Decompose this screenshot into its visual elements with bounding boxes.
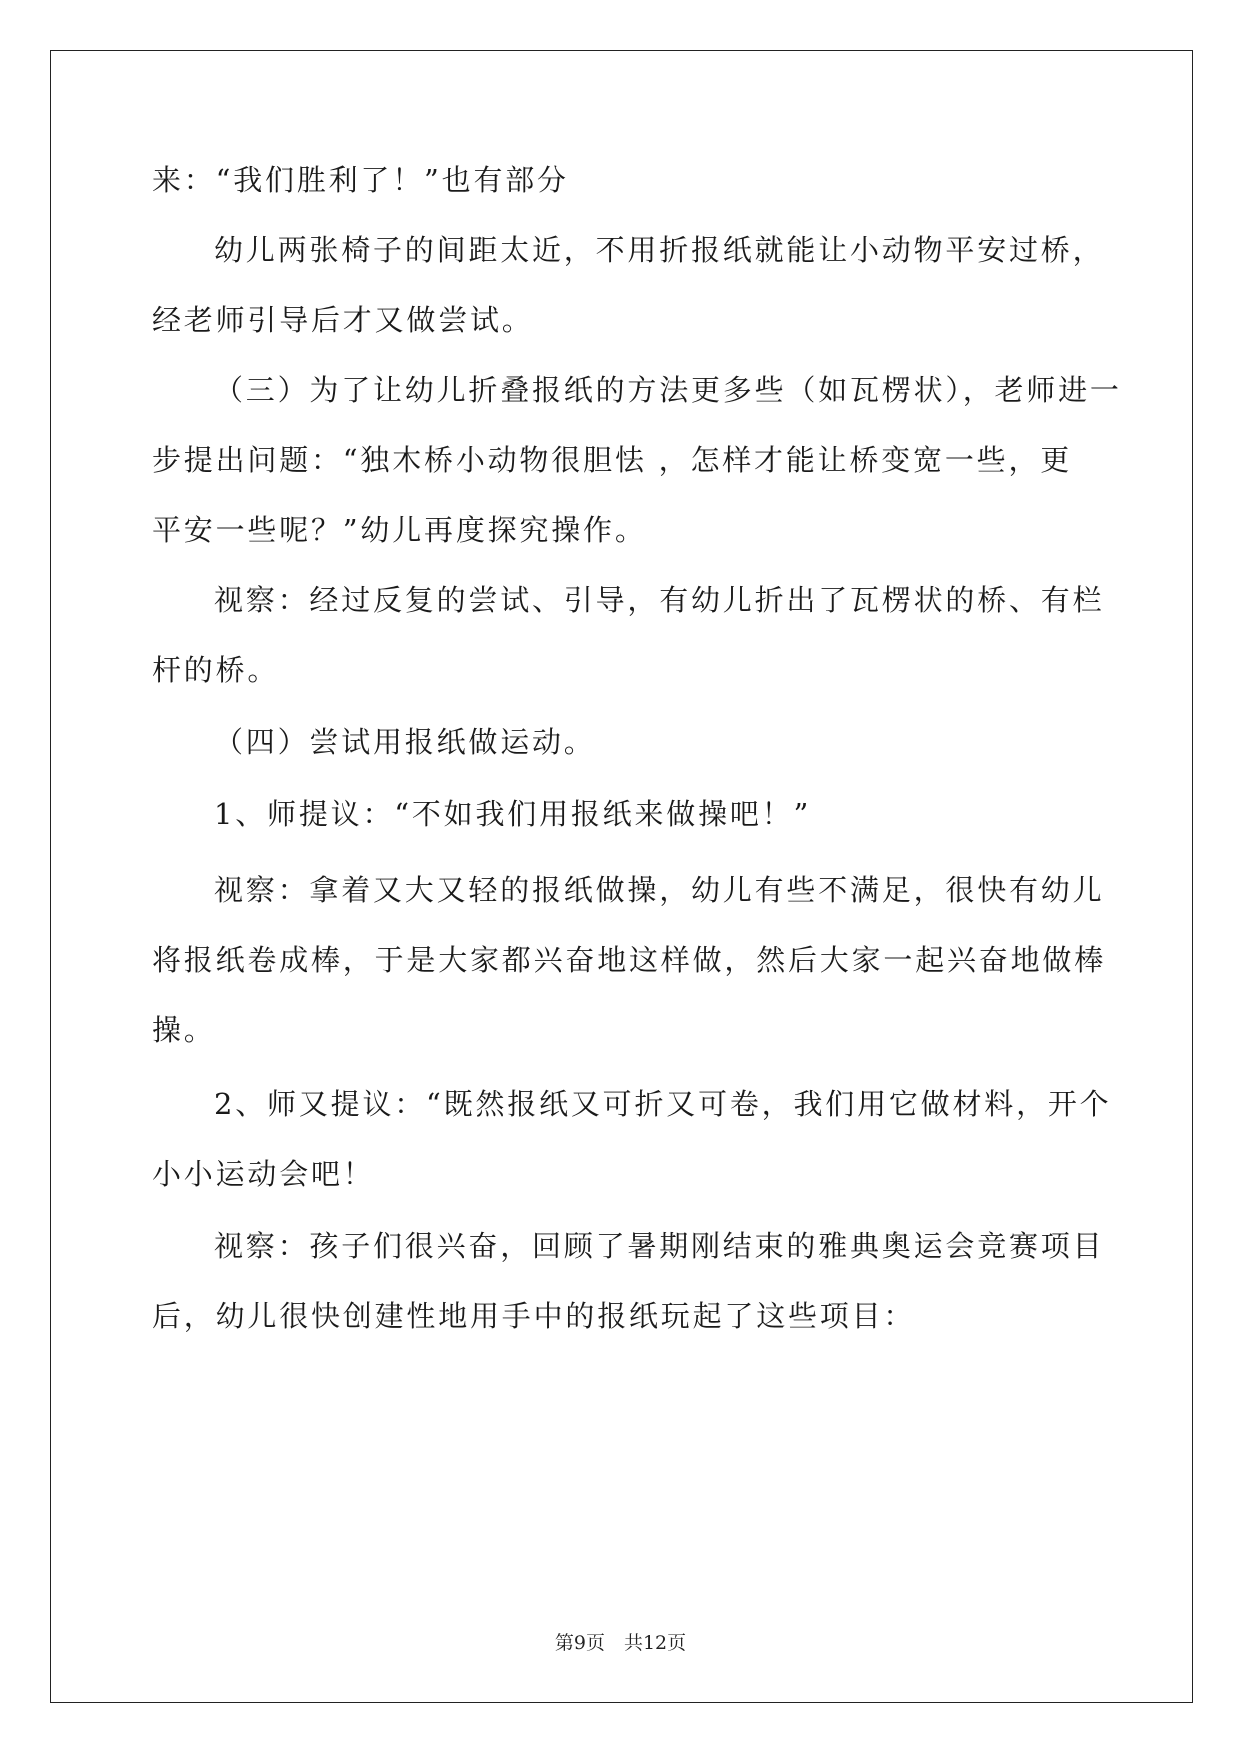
text-line: （三）为了让幼儿折叠报纸的方法更多些（如瓦楞状），老师进一: [214, 373, 1122, 407]
text-line: （四）尝试用报纸做运动。: [214, 725, 596, 759]
text-line: 将报纸卷成棒，于是大家都兴奋地这样做，然后大家一起兴奋地做棒: [152, 943, 1107, 977]
page-number-footer: [0, 1628, 1241, 1655]
text-line: 平安一些呢？”幼儿再度探究操作。: [152, 513, 647, 547]
text-line: 后，幼儿很快创建性地用手中的报纸玩起了这些项目：: [152, 1299, 916, 1333]
page-label: 第9页 共12页: [554, 1632, 687, 1654]
text-line: 视察：经过反复的尝试、引导，有幼儿折出了瓦楞状的桥、有栏: [214, 583, 1105, 617]
text-line: 杆的桥。: [152, 653, 280, 687]
text-line: 经老师引导后才又做尝试。: [152, 303, 534, 337]
text-line: 步提出问题：“独木桥小动物很胆怯 ，怎样才能让桥变宽一些，更: [152, 443, 1073, 477]
text-line: 幼儿两张椅子的间距太近，不用折报纸就能让小动物平安过桥，: [214, 233, 1105, 267]
text-line: 操。: [152, 1013, 216, 1047]
text-line: 视察：孩子们很兴奋，回顾了暑期刚结束的雅典奥运会竞赛项目: [214, 1229, 1105, 1263]
text-line: 2、师又提议：“既然报纸又可折又可卷，我们用它做材料，开个: [214, 1087, 1112, 1121]
text-line: 视察：拿着又大又轻的报纸做操，幼儿有些不满足，很快有幼儿: [214, 873, 1105, 907]
text-line: 1、师提议：“不如我们用报纸来做操吧！”: [214, 797, 812, 831]
text-line: 小小运动会吧！: [152, 1157, 375, 1191]
text-line: 来：“我们胜利了！”也有部分: [152, 163, 569, 197]
